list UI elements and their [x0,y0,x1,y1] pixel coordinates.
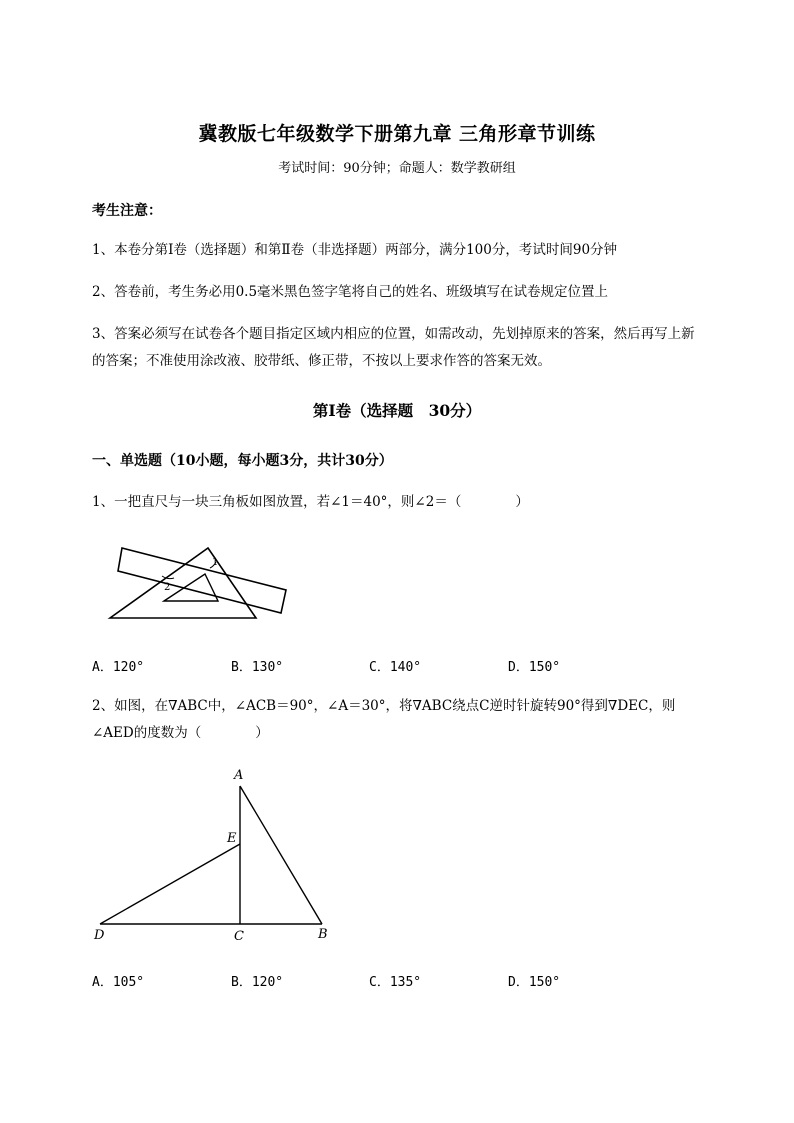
point-b-label: B [318,927,328,942]
notice-item-1: 1、本卷分第I卷（选择题）和第Ⅱ卷（非选择题）两部分，满分100分，考试时间90分钟 [92,242,618,258]
question-1-text: 1、一把直尺与一块三角板如图放置，若∠1＝40°，则∠2＝（ ） [92,494,529,510]
question-2-text: 2、如图，在∇ABC中，∠ACB＝90°，∠A＝30°，将∇ABC绕点C逆时针旋转90°得到∇DEC，则 [92,698,676,714]
question-2-option-b[interactable]: B．120° [231,975,284,990]
point-a-label: A [234,768,244,783]
question-2-text-cont: ∠AED的度数为（ ） [92,725,269,741]
point-d-label: D [94,928,105,943]
document-subtitle: 考试时间：90分钟；命题人：数学教研组 [278,161,516,176]
notice-item-2: 2、答卷前，考生务必用0.5毫米黑色签字笔将自己的姓名、班级填写在试卷规定位置上 [92,284,609,300]
question-2-figure [88,762,338,947]
notice-item-3-cont: 的答案；不准使用涂改液、胶带纸、修正带，不按以上要求作答的答案无效。 [92,353,551,369]
question-1-option-c[interactable]: C．140° [369,660,422,675]
angle-2-label: 2 [164,582,171,593]
point-e-label: E [227,831,237,846]
question-2-option-c[interactable]: C．135° [369,975,422,990]
document-title: 冀教版七年级数学下册第九章 三角形章节训练 [198,123,596,145]
section-title: 第I卷（选择题 30分） [312,401,482,420]
part-title: 一、单选题（10小题，每小题3分，共计30分） [92,453,393,469]
triangle-outer [110,548,256,618]
point-c-label: C [234,929,244,944]
segment-de [100,844,240,924]
ruler-shape [118,548,286,613]
question-1-option-d[interactable]: D．150° [508,660,561,675]
notice-item-3: 3、答案必须写在试卷各个题目指定区域内相应的位置，如需改动，先划掉原来的答案，然后再写上新 [92,326,695,342]
angle-1-label: 1 [212,557,219,568]
notice-heading: 考生注意： [92,203,162,219]
question-1-figure [100,538,300,628]
question-1-option-b[interactable]: B．130° [231,660,284,675]
question-2-option-a[interactable]: A．105° [92,975,145,990]
question-1-option-a[interactable]: A．120° [92,660,145,675]
segment-ab [240,786,322,924]
question-2-option-d[interactable]: D．150° [508,975,561,990]
